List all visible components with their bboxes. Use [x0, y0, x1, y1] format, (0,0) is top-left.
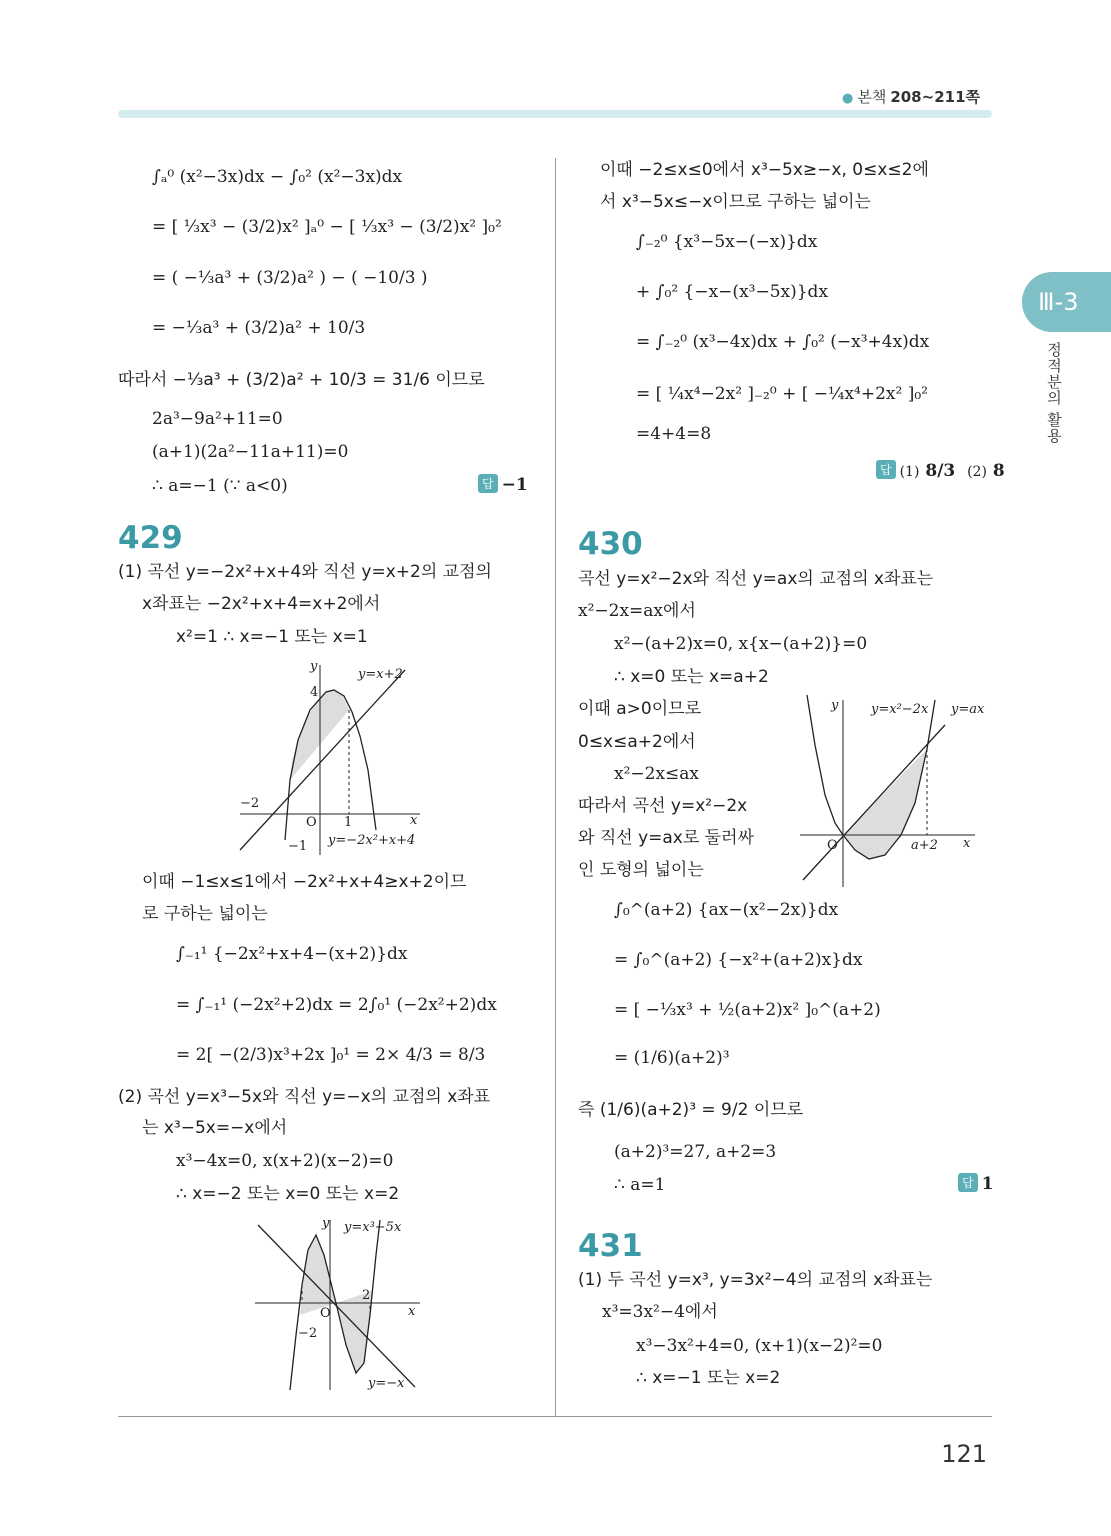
- equation-line: 2a³−9a²+11=0: [152, 409, 283, 429]
- text-line: (2) 곡선 y=x³−5x와 직선 y=−x의 교점의 x좌표: [118, 1087, 491, 1107]
- answer-badge: 답: [478, 474, 498, 493]
- graph-430: [795, 695, 995, 890]
- text-line: ∴ x=0 또는 x=a+2: [614, 667, 769, 687]
- text-line: (1) 곡선 y=−2x²+x+4와 직선 y=x+2의 교점의: [118, 562, 492, 582]
- equation-line: = ∫₋₁¹ (−2x²+2)dx = 2∫₀¹ (−2x²+2)dx: [176, 995, 497, 1015]
- footer-rule: [118, 1416, 992, 1417]
- equation-line: =4+4=8: [636, 424, 712, 444]
- equation-line: = [ −⅓x³ + ½(a+2)x² ]₀^(a+2): [614, 1000, 881, 1020]
- text-line: 곡선 y=x²−2x와 직선 y=ax의 교점의 x좌표는: [578, 569, 934, 589]
- equation-line: x²−2x≤ax: [614, 764, 700, 784]
- graph-429-1: [230, 660, 450, 860]
- equation-line: = ( −⅓a³ + (3/2)a² ) − ( −10/3 ): [152, 268, 428, 288]
- text-line: ∴ x=−2 또는 x=0 또는 x=2: [176, 1184, 400, 1204]
- origin-label: O: [306, 815, 317, 830]
- equation-line: ∴ a=1: [614, 1175, 666, 1195]
- text-line: 0≤x≤a+2에서: [578, 732, 696, 752]
- bullet-icon: ●: [841, 91, 854, 106]
- equation-line: x³=3x²−4에서: [602, 1302, 718, 1322]
- equation-line: = [ ⅓x³ − (3/2)x² ]ₐ⁰ − [ ⅓x³ − (3/2)x² ]₀²: [152, 217, 502, 237]
- equation-line: (a+1)(2a²−11a+11)=0: [152, 442, 349, 462]
- text-line: 인 도형의 넓이는: [578, 860, 704, 880]
- equation-line: ∫₋₁¹ {−2x²+x+4−(x+2)}dx: [176, 944, 408, 964]
- text-line: ∴ x=−1 또는 x=2: [636, 1368, 781, 1388]
- chapter-tab: Ⅲ-3: [1022, 272, 1111, 332]
- text-line: 따라서 곡선 y=x²−2x: [578, 796, 748, 816]
- problem-number: 431: [578, 1228, 643, 1264]
- x-axis-label: x: [410, 813, 418, 828]
- text-line: 즉 (1/6)(a+2)³ = 9/2 이므로: [578, 1100, 804, 1120]
- equation-line: = −⅓a³ + (3/2)a² + 10/3: [152, 318, 366, 338]
- equation-line: x³−4x=0, x(x+2)(x−2)=0: [176, 1151, 394, 1171]
- line-label: y=−x: [368, 1376, 405, 1391]
- equation-line: + ∫₀² {−x−(x³−5x)}dx: [636, 282, 829, 302]
- header-bar: [118, 110, 992, 118]
- equation-line: = ∫₀^(a+2) {−x²+(a+2)x}dx: [614, 950, 863, 970]
- text-line: 는 x³−5x=−x에서: [142, 1118, 288, 1138]
- tick-label: a+2: [911, 838, 938, 853]
- answer-badge: 답: [958, 1173, 978, 1192]
- text-line: 이때 −2≤x≤0에서 x³−5x≥−x, 0≤x≤2에: [600, 160, 929, 180]
- y-axis-label: y: [310, 659, 318, 674]
- x-axis-label: x: [963, 836, 971, 851]
- problem-number: 430: [578, 526, 643, 562]
- text-line: x²=1 ∴ x=−1 또는 x=1: [176, 627, 368, 647]
- page-number: 121: [941, 1440, 987, 1468]
- text-line: 로 구하는 넓이는: [142, 904, 268, 924]
- curve-label: y=x³−5x: [344, 1220, 402, 1235]
- equation-line: = [ ¼x⁴−2x² ]₋₂⁰ + [ −¼x⁴+2x² ]₀²: [636, 384, 929, 404]
- text-line: 이때 −1≤x≤1에서 −2x²+x+4≥x+2이므: [142, 872, 467, 892]
- text-line: x좌표는 −2x²+x+4=x+2에서: [142, 594, 381, 614]
- answer-label: 답 1: [958, 1173, 993, 1194]
- equation-line: x³−3x²+4=0, (x+1)(x−2)²=0: [636, 1336, 883, 1356]
- tick-label: 4: [310, 685, 319, 700]
- text-line: 이때 a>0이므로: [578, 699, 701, 719]
- column-divider: [555, 158, 556, 1416]
- tick-label: −2: [298, 1326, 318, 1341]
- equation-line: x²−(a+2)x=0, x{x−(a+2)}=0: [614, 634, 868, 654]
- equation-line: = (1/6)(a+2)³: [614, 1048, 730, 1068]
- page-header: ● 본책 208~211쪽: [841, 88, 980, 106]
- curve-label: y=−2x²+x+4: [328, 833, 416, 848]
- equation-line: ∫ₐ⁰ (x²−3x)dx − ∫₀² (x²−3x)dx: [152, 167, 403, 187]
- x-axis-label: x: [408, 1304, 416, 1319]
- tick-label: 2: [362, 1288, 371, 1303]
- equation-line: ∫₀^(a+2) {ax−(x²−2x)}dx: [614, 900, 839, 920]
- tick-label: −2: [240, 796, 260, 811]
- y-axis-label: y: [322, 1216, 330, 1231]
- chapter-title: 정적분의 활용: [1045, 342, 1063, 444]
- curve-label: y=x²−2x: [871, 702, 929, 717]
- equation-line: = ∫₋₂⁰ (x³−4x)dx + ∫₀² (−x³+4x)dx: [636, 332, 930, 352]
- tick-label: 1: [344, 815, 353, 830]
- equation-line: (a+2)³=27, a+2=3: [614, 1142, 777, 1162]
- equation-line: x²−2x=ax에서: [578, 601, 696, 621]
- y-axis-label: y: [831, 698, 839, 713]
- line-label: y=x+2: [358, 667, 403, 682]
- problem-number: 429: [118, 520, 183, 556]
- text-line: (1) 두 곡선 y=x³, y=3x²−4의 교점의 x좌표는: [578, 1270, 933, 1290]
- origin-label: O: [827, 838, 838, 853]
- text-line: 와 직선 y=ax로 둘러싸: [578, 828, 754, 848]
- answer-label: 답 (1) 8/3 (2) 8: [876, 460, 1005, 481]
- answer-badge: 답: [876, 460, 896, 479]
- tick-label: −1: [288, 839, 308, 854]
- origin-label: O: [320, 1306, 331, 1321]
- equation-line: = 2[ −(2/3)x³+2x ]₀¹ = 2× 4/3 = 8/3: [176, 1045, 486, 1065]
- graph-429-2: [250, 1215, 430, 1395]
- text-line: 서 x³−5x≤−x이므로 구하는 넓이는: [600, 192, 871, 212]
- equation-line: ∴ a=−1 (∵ a<0): [152, 476, 288, 496]
- answer-label: 답 −1: [478, 474, 528, 495]
- text-line: 따라서 −⅓a³ + (3/2)a² + 10/3 = 31/6 이므로: [118, 370, 485, 390]
- line-label: y=ax: [951, 702, 985, 717]
- equation-line: ∫₋₂⁰ {x³−5x−(−x)}dx: [636, 232, 818, 252]
